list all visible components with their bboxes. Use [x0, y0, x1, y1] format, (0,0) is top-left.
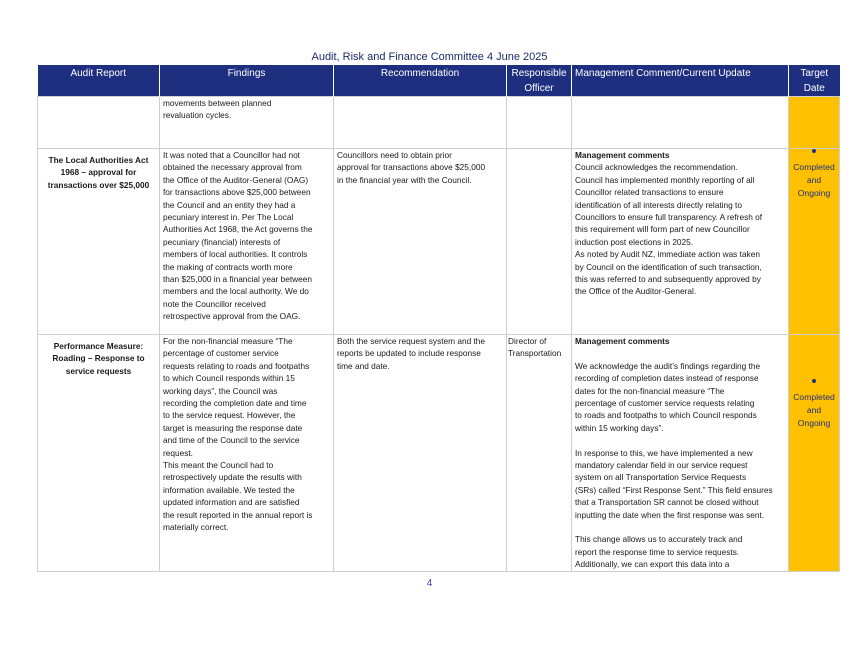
- row1-officer: [507, 149, 572, 335]
- header-responsible-line1: Responsible: [511, 68, 567, 79]
- row2-findings-line: recording the completion date and time: [163, 398, 307, 409]
- row1-findings-line: the Office of the Auditor-General (OAG): [163, 174, 309, 185]
- row2-recommendation-line: Both the service request system and the: [337, 336, 486, 346]
- header-recommendation: Recommendation: [334, 65, 507, 97]
- row2-findings-line: materially correct.: [163, 522, 229, 533]
- row2-management-line: report the response time to service requests.: [575, 546, 740, 557]
- row2-officer-line: Director of: [508, 336, 547, 346]
- row1-target-line: Ongoing: [797, 188, 831, 198]
- row0-audit-area: [38, 97, 160, 149]
- header-responsible-officer: [507, 65, 572, 97]
- row1-findings-line: members of local authorities. It controls: [163, 249, 308, 260]
- row2-findings-line: updated information and are satisfied: [163, 497, 300, 508]
- row2-recommendation-line: time and date.: [337, 360, 390, 371]
- row2-findings-line: and time of the Council to the service: [163, 435, 300, 446]
- header-target-line1: Target: [800, 68, 829, 79]
- row1-findings-line: Authorities Act 1968, the Act governs the: [163, 224, 313, 235]
- row2-findings-line: target is measuring the response date: [163, 422, 303, 433]
- row1-management: [572, 149, 789, 335]
- row2-management-line: inputting the date when the first response was sent.: [575, 509, 765, 520]
- row2-management: [572, 335, 789, 572]
- row1-findings-line: the Council and an entity they had a: [163, 199, 296, 210]
- row0-findings-line: movements between planned: [163, 98, 272, 108]
- header-management-comment: Management Comment/Current Update: [572, 65, 789, 97]
- row1-findings-line: than $25,000 in a financial year between: [163, 274, 312, 285]
- row2-management-line: (SRs) called “First Response Sent.” This field ensures: [575, 484, 773, 495]
- row1-recommendation: [334, 149, 507, 335]
- row1-findings-line: note the Councillor received: [163, 298, 266, 309]
- row2-officer: [507, 335, 572, 572]
- table-row: [38, 149, 840, 335]
- row2-management-line: Additionally, we can export this data into a: [575, 559, 730, 570]
- row1-management-line: Council acknowledges the recommendation.: [575, 162, 738, 173]
- row0-findings: [160, 97, 334, 149]
- row1-management-line: Councillor related transactions to ensure: [575, 187, 724, 198]
- row2-management-line: We acknowledge the audit’s findings regarding the: [575, 360, 761, 371]
- row0-recommendation: [334, 97, 507, 149]
- row1-findings-line: retrospective approval from the OAG.: [163, 311, 301, 322]
- row2-findings-line: to which Council responds within 15: [163, 373, 295, 384]
- row2-target-line: Completed: [793, 392, 835, 402]
- row2-recommendation-line: reports be updated to include response: [337, 348, 481, 359]
- row1-target-line: and: [806, 175, 822, 185]
- row2-management-heading: Management comments: [575, 336, 670, 346]
- row2-management-line: percentage of customer service requests relating: [575, 398, 755, 409]
- row2-findings-line: working days”, the Council was: [163, 385, 278, 396]
- row1-recommendation-line: approval for transactions above $25,000: [337, 162, 486, 173]
- row2-management-line: to roads and footpaths to which Council responds: [575, 410, 757, 421]
- row2-findings-line: information available. We tested the: [163, 484, 295, 495]
- row2-findings-line: percentage of customer service: [163, 348, 279, 359]
- row1-findings-line: obtained the necessary approval from: [163, 162, 302, 173]
- row1-recommendation-line: in the financial year with the Council.: [337, 174, 472, 185]
- row1-findings-line: members and the local authority. We do: [163, 286, 309, 297]
- row2-findings: [160, 335, 334, 572]
- row2-target-line: Ongoing: [797, 418, 831, 428]
- header-findings: Findings: [160, 65, 334, 97]
- header-target-date: [789, 65, 840, 97]
- row1-management-line: this requirement will form part of new Councillor: [575, 224, 750, 235]
- row2-management-line: This change allows us to accurately track and: [575, 534, 743, 545]
- row1-target: [789, 149, 840, 335]
- row2-management-line: dates for the non-financial measure “The: [575, 385, 725, 396]
- row1-management-line: Council has implemented monthly reporting of all: [575, 174, 755, 185]
- row0-target: [789, 97, 840, 149]
- row2-target-line: and: [806, 405, 822, 415]
- page-number: 4: [426, 578, 433, 589]
- row2-management-line: within 15 working days”.: [575, 422, 664, 433]
- row2-findings-line: retrospectively update the results with: [163, 472, 302, 483]
- row2-officer-line: Transportation: [508, 348, 562, 359]
- row1-findings-line: It was noted that a Councillor had not: [163, 150, 300, 160]
- row1-management-heading: Management comments: [575, 150, 670, 160]
- row2-management-line: mandatory calendar field in our service request: [575, 460, 748, 471]
- row1-findings-line: for transactions above $25,000 between: [163, 187, 311, 198]
- row2-findings-line: the result reported in the annual report is: [163, 509, 313, 520]
- row1-management-line: Councillors to ensure full transparency. A refresh of: [575, 212, 763, 223]
- row1-management-line: the Office of the Auditor-General.: [575, 286, 697, 297]
- document-title: Audit, Risk and Finance Committee 4 June 2025: [311, 51, 548, 63]
- row2-management-line: system on all Transportation Service Requests: [575, 472, 747, 483]
- row1-management-line: induction post elections in 2025.: [575, 236, 694, 247]
- row1-recommendation-line: Councillors need to obtain prior: [337, 150, 452, 160]
- bullet-dot-icon: [812, 379, 816, 383]
- row1-findings-line: pecuniary (financial) interests of: [163, 236, 281, 247]
- row1-management-line: by Council on the identification of such transaction,: [575, 261, 762, 272]
- row2-findings-line: request.: [163, 447, 193, 458]
- row0-findings-line: revaluation cycles.: [163, 110, 232, 121]
- row2-findings-line: For the non-financial measure “The: [163, 336, 293, 346]
- header-audit-report: Audit Report: [38, 65, 160, 97]
- row1-findings-line: the making of contracts worth more: [163, 261, 293, 272]
- header-responsible-line2: Officer: [524, 83, 554, 94]
- audit-findings-table: [37, 65, 840, 572]
- row2-target: [789, 335, 840, 572]
- row1-management-line: this was referred to and subsequently approved by: [575, 274, 761, 285]
- row0-management: [572, 97, 789, 149]
- row2-findings-line: requests relating to roads and footpaths: [163, 360, 310, 371]
- row2-findings-line: to the service request. However, the: [163, 410, 296, 421]
- row2-management-line: In response to this, we have implemented a new: [575, 447, 753, 458]
- table-row: [38, 335, 840, 572]
- row2-management-line: that a Transportation SR cannot be closed without: [575, 497, 759, 508]
- row1-target-line: Completed: [793, 162, 835, 172]
- row2-recommendation: [334, 335, 507, 572]
- row1-management-line: identification of all interests directly relating to: [575, 199, 742, 210]
- row2-findings-line: This meant the Council had to: [163, 460, 274, 471]
- row1-audit-area: The Local Authorities Act 1968 – approval for transactions over $25,000: [38, 149, 160, 335]
- row0-officer: [507, 97, 572, 149]
- header-target-line2: Date: [803, 83, 825, 94]
- row1-findings-line: pecuniary interest in. Per The Local: [163, 212, 294, 223]
- row1-findings: [160, 149, 334, 335]
- table-row: [38, 97, 840, 149]
- row2-audit-area: Performance Measure: Roading – Response to service requests: [38, 335, 160, 572]
- row2-management-line: recording of completion dates instead of response: [575, 373, 759, 384]
- table-header-row: [38, 65, 840, 97]
- row1-management-line: As noted by Audit NZ, immediate action was taken: [575, 249, 760, 260]
- bullet-dot-icon: [812, 149, 816, 153]
